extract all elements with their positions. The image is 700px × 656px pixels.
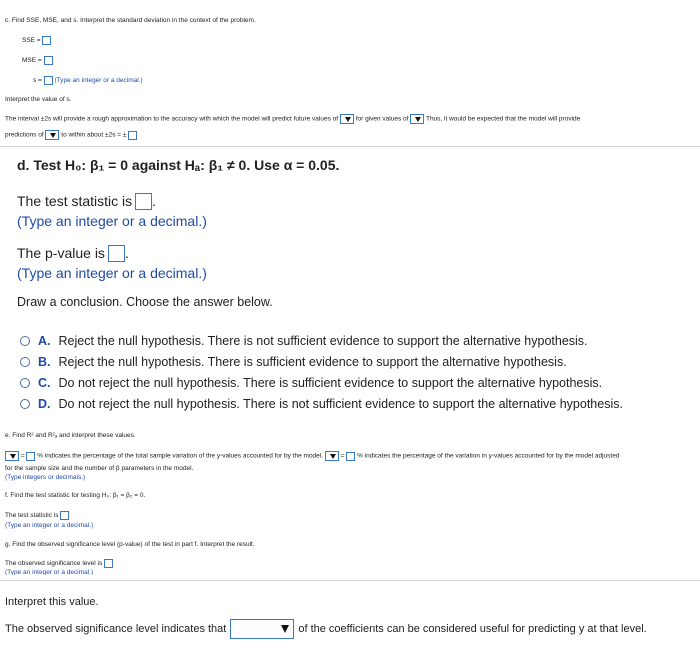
to-within-input[interactable]: [128, 131, 137, 140]
part-d-title: d. Test H₀: β₁ = 0 against Hₐ: β₁ ≠ 0. Use α = 0.05.: [17, 157, 340, 173]
interval-text-3: Thus, it would be expected that the model will provide: [425, 115, 581, 123]
pvalue-row: [17, 244, 129, 262]
divider-bottom: [0, 580, 700, 581]
part-e-instruction: e. Find R² and R²ₐ and interpret these values.: [5, 432, 136, 439]
predictions-dropdown[interactable]: [45, 130, 59, 140]
r2-text: % indicates the percentage of the total sample variation of the y-values accounted for by the model.: [37, 452, 324, 460]
test-stat-label: The test statistic is: [17, 193, 133, 209]
option-d[interactable]: [20, 396, 623, 412]
part-g-input[interactable]: [104, 559, 113, 568]
r2-dropdown[interactable]: [5, 451, 19, 461]
sse-label: SSE =: [22, 37, 41, 45]
part-g-row: [5, 559, 113, 568]
part-g-label: The observed significance level is: [5, 560, 103, 568]
option-b-letter: B.: [38, 355, 51, 369]
part-e-text-3: for the sample size and the number of β parameters in the model.: [5, 465, 194, 472]
part-e-hint: (Type integers or decimals.): [5, 474, 86, 481]
r2a-dropdown[interactable]: [325, 451, 339, 461]
test-stat-input[interactable]: [135, 193, 152, 210]
part-f-input[interactable]: [60, 511, 69, 520]
option-c-letter: C.: [38, 376, 51, 390]
part-f-label: The test statistic is: [5, 512, 59, 520]
future-values-dropdown[interactable]: [340, 114, 354, 124]
predictions-row: [5, 130, 137, 140]
mse-input[interactable]: [44, 56, 53, 65]
radio-d[interactable]: [20, 399, 30, 409]
s-input[interactable]: [44, 76, 53, 85]
radio-c[interactable]: [20, 378, 30, 388]
option-c-text: Do not reject the null hypothesis. There is sufficient evidence to support the alternative hypothesis.: [58, 376, 603, 390]
part-f-hint: (Type an integer or a decimal.): [5, 522, 94, 529]
to-within-end: ±: [122, 131, 127, 139]
conclusion-prompt: Draw a conclusion. Choose the answer below.: [17, 295, 273, 309]
r2-input[interactable]: [26, 452, 35, 461]
option-a-letter: A.: [38, 334, 51, 348]
interval-row: [5, 114, 697, 124]
interpret-text-after: of the coefficients can be considered useful for predicting y at that level.: [298, 623, 647, 635]
predictions-of-label: predictions of: [5, 131, 44, 139]
r2a-input[interactable]: [346, 452, 355, 461]
sse-input[interactable]: [42, 36, 51, 45]
option-d-text: Do not reject the null hypothesis. There is not sufficient evidence to support the alternative hypothesis.: [58, 397, 623, 411]
option-d-letter: D.: [38, 397, 51, 411]
sse-row: [22, 36, 51, 45]
test-stat-hint: (Type an integer or a decimal.): [17, 213, 207, 229]
part-f-row: [5, 511, 69, 520]
part-g-instruction: g. Find the observed significance level (p-value) of the test in part f. Interpret the result.: [5, 541, 255, 548]
r2-row: [5, 451, 700, 461]
interpret-dropdown[interactable]: [230, 619, 294, 639]
pvalue-label: The p-value is: [17, 245, 105, 261]
interpret-title: Interpret this value.: [5, 596, 99, 608]
option-a[interactable]: [20, 333, 588, 349]
option-b[interactable]: [20, 354, 567, 370]
option-b-text: Reject the null hypothesis. There is sufficient evidence to support the alternative hypothesis.: [58, 355, 567, 369]
interval-text-1: The interval ±2s will provide a rough approximation to the accuracy with which the model will predict future values of: [5, 115, 339, 123]
given-values-dropdown[interactable]: [410, 114, 424, 124]
divider: [0, 146, 700, 147]
option-a-text: Reject the null hypothesis. There is not sufficient evidence to support the alternative hypothesis.: [58, 334, 588, 348]
radio-a[interactable]: [20, 336, 30, 346]
to-within-label: to within about ±2s =: [61, 131, 122, 139]
option-c[interactable]: [20, 375, 602, 391]
pvalue-hint: (Type an integer or a decimal.): [17, 265, 207, 281]
pvalue-period: .: [124, 245, 129, 261]
pvalue-input[interactable]: [108, 245, 125, 262]
interpret-s-label: Interpret the value of s.: [5, 96, 72, 103]
part-f-instruction: f. Find the test statistic for testing H₀: β₁ = β₂ = 0.: [5, 492, 146, 499]
part-g-hint: (Type an integer or a decimal.): [5, 569, 94, 575]
r2a-equals: =: [340, 452, 345, 460]
interpret-text-before: The observed significance level indicates that: [5, 623, 227, 635]
s-label: s =: [33, 77, 42, 85]
interpret-row: [5, 619, 647, 639]
mse-label: MSE =: [22, 57, 42, 65]
part-c-instruction: c. Find SSE, MSE, and s. Interpret the standard deviation in the context of the problem.: [5, 17, 256, 24]
s-hint: (Type an integer or a decimal.): [54, 77, 143, 85]
r2a-text: % indicates the percentage of the variation in y-values accounted for by the model adjusted: [357, 452, 620, 460]
mse-row: [22, 56, 53, 65]
radio-b[interactable]: [20, 357, 30, 367]
s-row: [33, 76, 143, 85]
test-stat-period: .: [152, 193, 157, 209]
r2-equals: =: [20, 452, 25, 460]
test-stat-row: [17, 192, 156, 210]
interval-text-2: for given values of: [355, 115, 409, 123]
